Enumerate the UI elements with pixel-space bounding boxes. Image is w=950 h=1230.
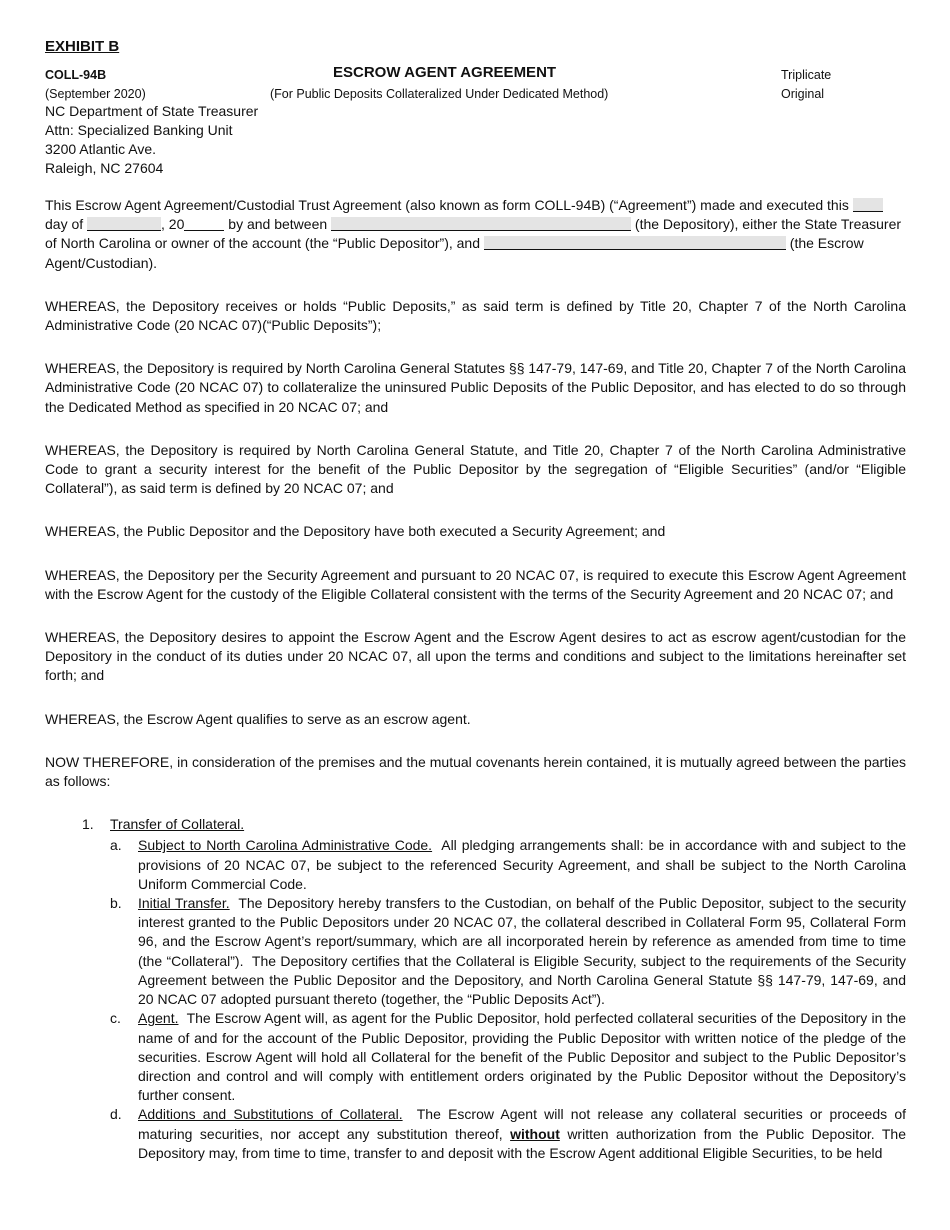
intro-text: day of [45, 216, 88, 233]
clause-text: The Escrow Agent will, as agent for the Public Depositor, hold perfected collateral securities of the Depository in the name of and for the account of the Public Depositor, providing the Public Depositor with written notice of the pledge of the securities. Escrow Agent will hold all Collateral for the benefit of the Public Depositor and subject to the Public Depositor’s direction and control and will comply with entitlement orders originated by the Public Depositor without the Depository’s further consent. [138, 1010, 910, 1104]
clause-text: The Depository hereby transfers to the Custodian, on behalf of the Public Depositor, subject to the security interest granted to the Public Depositors under 20 NCAC 07, the collateral described in Collateral Form 95, Collateral Form 96, and the Escrow Agent’s report/summary, which are all incorporated herein by reference as amended from time to time (the “Collateral”). The Depository certifies that the Collateral is Eligible Security, subject to the requirements of the Security Agreement between the Public Depositor and the Depository, and North Carolina General Statute §§ 147-79, 147-69, and 20 NCAC 07 adopted pursuant thereto (together, the “Public Deposits Act”). [138, 895, 910, 1008]
address-line: NC Department of State Treasurer [45, 103, 259, 119]
intro-text: (the Escrow Agent/Custodian). [45, 235, 864, 271]
whereas-paragraph: WHEREAS, the Depository desires to appoint the Escrow Agent and the Escrow Agent desires to act as escrow agent/custodian for the Depository in the conduct of its duties under 20 NCAC 07, all upon the terms and conditions and subject to the limitations hereinafter set forth; and [45, 629, 906, 684]
clause-c [45, 1009, 910, 1105]
intro-text: This Escrow Agent Agreement/Custodial Trust Agreement (also known as form COLL-94B) (“Agreement”) made and executed this [45, 197, 853, 213]
treasurer-address [45, 102, 258, 178]
clause-letter: a. [110, 837, 122, 854]
document-subtitle: (For Public Deposits Collateralized Under Dedicated Method) [270, 87, 609, 101]
section-1 [45, 815, 906, 834]
intro-text: , 20 [161, 216, 185, 233]
depository-name-field[interactable] [331, 217, 631, 231]
clause-a [45, 836, 910, 894]
whereas-paragraph: WHEREAS, the Depository receives or holds “Public Deposits,” as said term is defined by Title 20, Chapter 7 of the North Carolina Administrative Code (20 NCAC 07)(“Public Deposits”); [45, 297, 906, 334]
form-revision: (September 2020) [45, 87, 146, 101]
clause-letter: b. [110, 895, 122, 912]
emphasis-without: without [510, 1125, 560, 1142]
day-field[interactable] [853, 198, 883, 212]
form-code: COLL-94B [45, 68, 107, 82]
address-line: Attn: Specialized Banking Unit [45, 122, 233, 138]
month-field[interactable] [87, 217, 161, 231]
escrow-agent-name-field[interactable] [484, 236, 786, 250]
clause-letter: d. [110, 1106, 122, 1123]
intro-text: by and between [224, 216, 332, 233]
whereas-paragraph: WHEREAS, the Depository is required by North Carolina General Statutes §§ 147-79, 147-69, and Title 20, Chapter 7 of the North Carolina Administrative Code (20 NCAC 07) to collateralize the uninsured Public Deposits of the Public Depositor, and has elected to do so through the Dedicated Method as specified in 20 NCAC 07; and [45, 360, 906, 415]
clause-text: The Escrow Agent will not release any collateral securities or proceeds of maturing securities, nor accept any substitution thereof, [138, 1106, 910, 1142]
intro-paragraph [45, 196, 906, 273]
clause-text: written authorization from the Public Depositor. The Depository may, from time to time, transfer to and deposit with the Escrow Agent additional Eligible Securities, to be held [138, 1125, 910, 1161]
now-therefore-paragraph: NOW THEREFORE, in consideration of the premises and the mutual covenants herein contained, it is mutually agreed between the parties as follows: [45, 753, 906, 790]
intro-text: (the Depository), either the State Treasurer of North Carolina or owner of the account (the “Public Depositor”), and [45, 216, 902, 252]
clause-d [45, 1105, 910, 1163]
exhibit-label: EXHIBIT B [45, 38, 120, 55]
clause-letter: c. [110, 1010, 121, 1027]
clause-heading: Additions and Substitutions of Collateral. [138, 1106, 403, 1123]
agreement-body [45, 196, 910, 1163]
copy-type: Triplicate [781, 68, 832, 82]
whereas-paragraph: WHEREAS, the Escrow Agent qualifies to serve as an escrow agent. [45, 710, 471, 727]
whereas-paragraph: WHEREAS, the Depository is required by North Carolina General Statute, and Title 20, Chapter 7 of the North Carolina Administrative Code to grant a security interest for the benefit of the Public Depositor by the segregation of “Eligible Securities” (and/or “Eligible Collateral”), as said term is defined by 20 NCAC 07; and [45, 441, 906, 497]
copy-original: Original [781, 87, 825, 101]
address-line: Raleigh, NC 27604 [45, 160, 164, 176]
section-number: 1. [82, 816, 94, 833]
document-title: ESCROW AGENT AGREEMENT [333, 64, 557, 81]
clause-text: All pledging arrangements shall: be in accordance with and subject to the provisions of 20 NCAC 07, be subject to the referenced Security Agreement, and shall be subject to the North Carolina Uniform Commercial Code. [138, 837, 910, 892]
whereas-paragraph: WHEREAS, the Public Depositor and the Depository have both executed a Security Agreement; and [45, 523, 666, 540]
year-field[interactable] [184, 217, 224, 231]
clause-heading: Initial Transfer. [138, 895, 230, 912]
section-heading: Transfer of Collateral. [110, 816, 245, 833]
address-line: 3200 Atlantic Ave. [45, 141, 157, 157]
clause-heading: Agent. [138, 1010, 179, 1027]
clause-b [45, 894, 910, 1009]
clause-heading: Subject to North Carolina Administrative Code. [138, 837, 433, 854]
whereas-paragraph: WHEREAS, the Depository per the Security Agreement and pursuant to 20 NCAC 07, is required to execute this Escrow Agent Agreement with the Escrow Agent for the custody of the Eligible Collateral consistent with the terms of the Security Agreement and 20 NCAC 07; and [45, 566, 906, 602]
